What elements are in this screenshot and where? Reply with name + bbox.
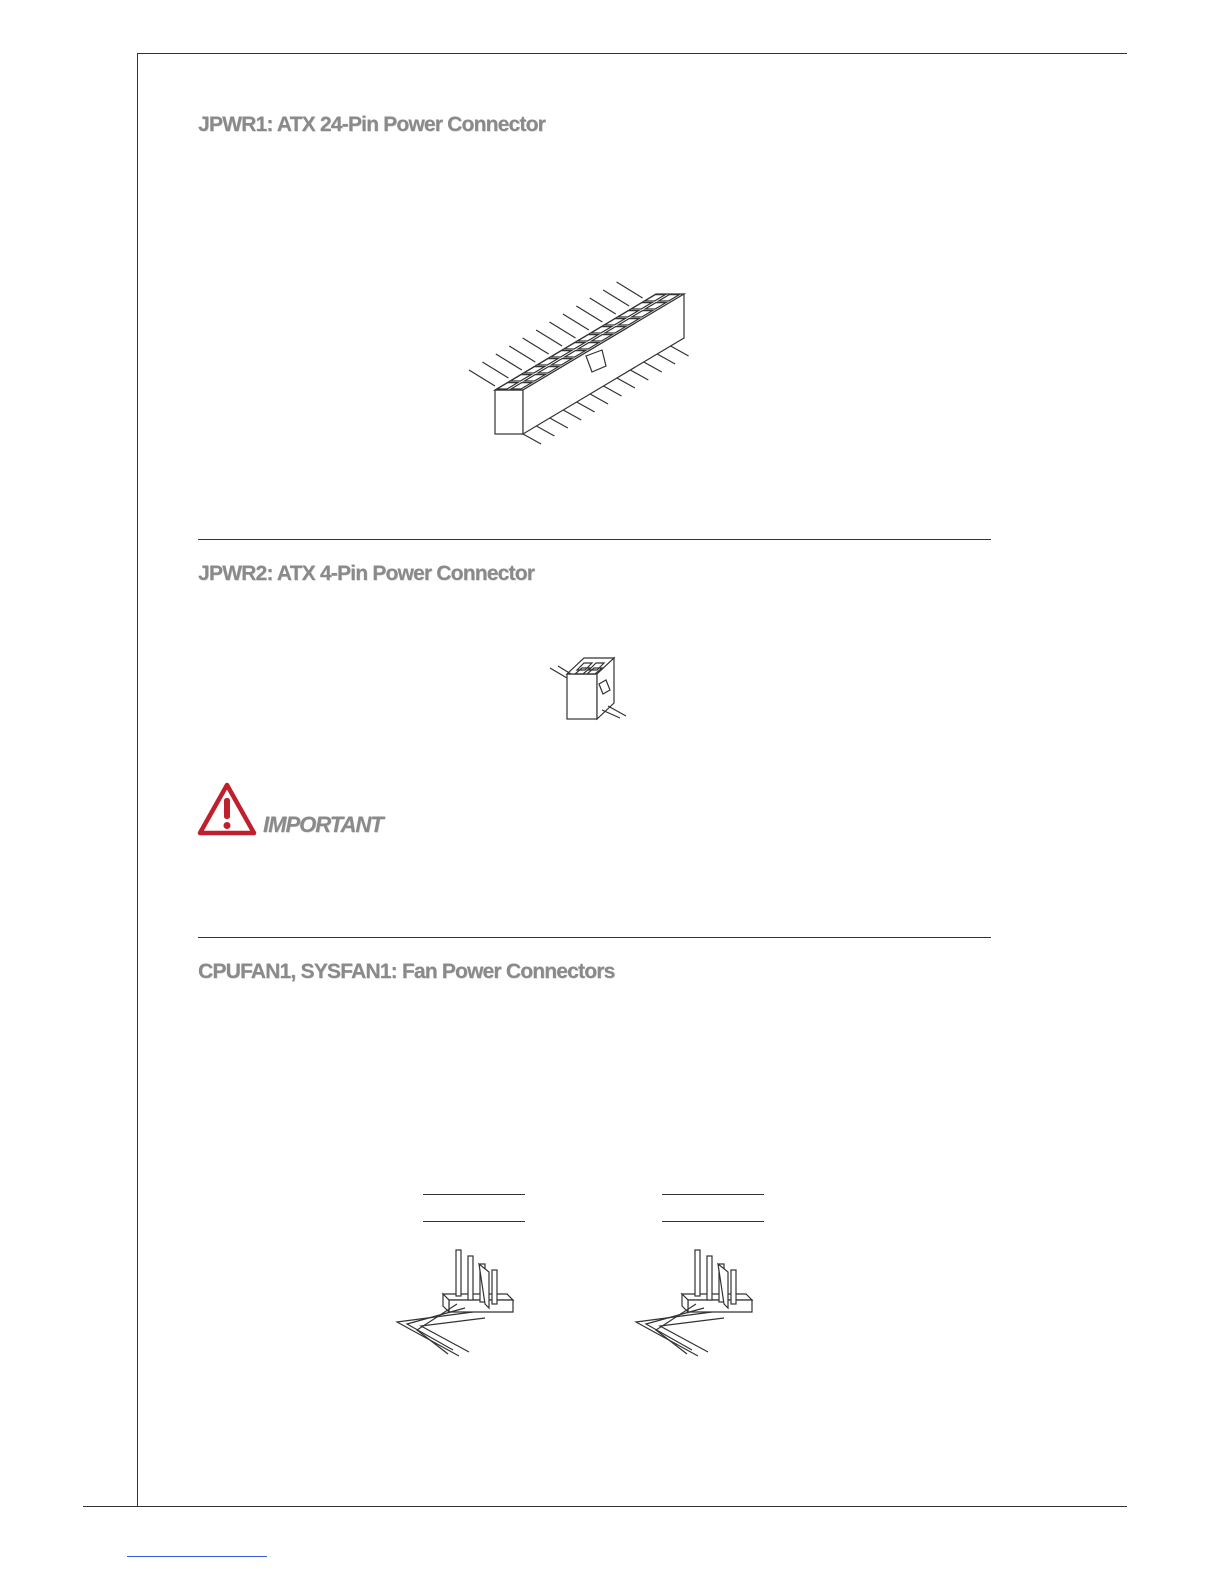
cpufan-connector-diagram — [393, 1246, 523, 1361]
sysfan-label-line-2 — [662, 1221, 764, 1222]
important-label: IMPORTANT — [263, 812, 383, 837]
section-divider-2 — [198, 937, 991, 938]
fans-heading: CPUFAN1, SYSFAN1: Fan Power Connectors — [198, 960, 615, 983]
warning-triangle-icon — [197, 782, 257, 836]
page-border-left — [137, 53, 138, 1507]
atx-4pin-connector-diagram — [548, 654, 638, 724]
page-border-bottom — [83, 1506, 1127, 1507]
section-divider-1 — [198, 539, 991, 540]
footer-link-underline[interactable] — [127, 1556, 267, 1557]
atx-24pin-connector-diagram — [462, 292, 712, 442]
sysfan-label-line-1 — [662, 1194, 764, 1195]
cpufan-label-line-1 — [423, 1194, 525, 1195]
sysfan-connector-diagram — [632, 1246, 762, 1361]
jpwr1-heading: JPWR1: ATX 24-Pin Power Connector — [198, 113, 545, 136]
page-border-top — [137, 53, 1127, 54]
jpwr2-heading: JPWR2: ATX 4-Pin Power Connector — [198, 562, 535, 585]
cpufan-label-line-2 — [423, 1221, 525, 1222]
